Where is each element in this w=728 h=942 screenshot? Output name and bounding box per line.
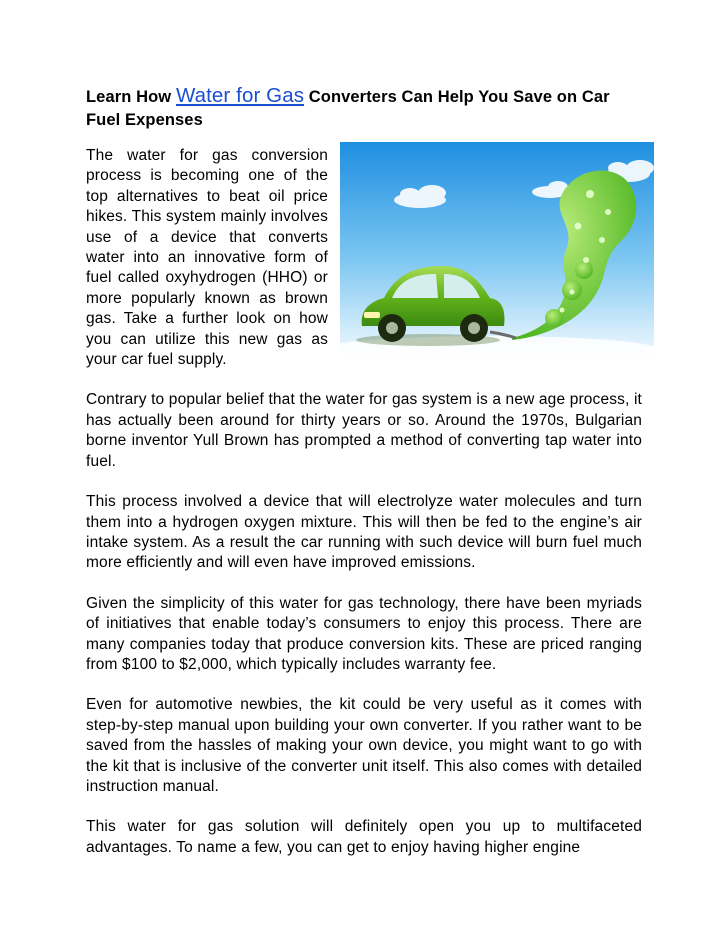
paragraph-6: This water for gas solution will definitely open you up to multifaceted advantages. To name a few, you can get to enjoy having higher engine [86, 818, 642, 856]
green-car-image [340, 142, 654, 354]
document-page [86, 84, 642, 858]
paragraph-1: The water for gas conversion process is becoming one of the top alternatives to beat oil price hikes. This system mainly involves use of a device that converts water into an innovative form of fuel called oxyhydrogen (HHO) or more popularly known as brown gas. Take a further look on how you can utilize this new gas as your car fuel supply. [86, 147, 328, 369]
paragraph-5: Even for automotive newbies, the kit could be very useful as it comes with step-by-step manual upon building your own converter. If you rather want to be saved from the hassles of making your own device, you might want to go with the kit that is inclusive of the converter unit itself. This also comes with detailed instruction manual. [86, 696, 642, 795]
water-for-gas-link[interactable]: Water for Gas [175, 84, 305, 107]
paragraph-2: Contrary to popular belief that the water for gas system is a new age process, it has actually been around for thirty years or so. Around the 1970s, Bulgarian borne inventor Yull Brown has prompted a method of converting tap water into fuel. [86, 391, 642, 470]
title-prefix: Learn How [86, 88, 176, 106]
article-title [86, 84, 642, 132]
intro-section [86, 146, 642, 370]
paragraph-3: This process involved a device that will electrolyze water molecules and turn them into a hydrogen oxygen mixture. This will then be fed to the engine’s air intake system. As a result the car running with such device will burn fuel much more efficiently and will even have improved emissions. [86, 493, 642, 572]
title-suffix: Converters Can Help You Save on Car Fuel Expenses [86, 88, 610, 129]
green-car-illustration [340, 142, 654, 354]
paragraph-4: Given the simplicity of this water for gas technology, there have been myriads of initiatives that enable today’s consumers to enjoy this process. There are many companies today that produce conversion kits. These are priced ranging from $100 to $2,000, which typically includes warranty fee. [86, 594, 642, 673]
